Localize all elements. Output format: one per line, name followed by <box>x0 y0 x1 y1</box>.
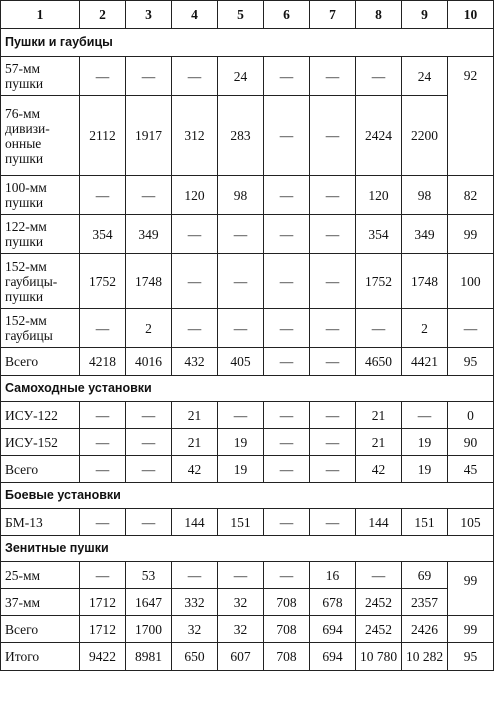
table-cell: — <box>126 176 172 215</box>
table-cell: 53 <box>126 562 172 589</box>
row-label: 57-мм пушки <box>1 57 80 96</box>
table-cell: 2426 <box>402 616 448 643</box>
table-cell-percent: 95 <box>448 643 494 671</box>
table-cell: 10 780 <box>356 643 402 671</box>
table-cell: — <box>80 562 126 589</box>
table-cell: — <box>126 509 172 536</box>
table-cell: 2 <box>402 309 448 348</box>
table-cell: — <box>310 96 356 176</box>
table-row <box>1 616 494 643</box>
table-cell: 21 <box>356 429 402 456</box>
table-cell: 21 <box>172 429 218 456</box>
table-row <box>1 402 494 429</box>
table-cell: — <box>80 402 126 429</box>
section-row <box>1 536 494 562</box>
table-cell: — <box>126 402 172 429</box>
table-cell: 19 <box>218 429 264 456</box>
row-label: 122-мм пушки <box>1 215 80 254</box>
table-row <box>1 176 494 215</box>
row-label: 37-мм <box>1 589 80 616</box>
table-cell: — <box>356 57 402 96</box>
table-cell: — <box>356 309 402 348</box>
table-cell: — <box>218 254 264 309</box>
table-cell: 1752 <box>356 254 402 309</box>
table-cell: 432 <box>172 348 218 376</box>
table-row <box>1 589 494 616</box>
table-cell: 24 <box>218 57 264 96</box>
table-cell: 32 <box>218 589 264 616</box>
table-row <box>1 215 494 254</box>
table-cell: 1700 <box>126 616 172 643</box>
table-cell: — <box>172 562 218 589</box>
table-cell-percent: 100 <box>448 254 494 309</box>
table-cell: 21 <box>172 402 218 429</box>
table-cell: 151 <box>402 509 448 536</box>
table-row <box>1 509 494 536</box>
table-cell: 354 <box>80 215 126 254</box>
header-row <box>1 1 494 29</box>
column-header: 1 <box>1 1 80 29</box>
section-title: Самоходные установки <box>1 376 494 402</box>
column-header: 7 <box>310 1 356 29</box>
table-cell: — <box>402 402 448 429</box>
table-cell: — <box>172 215 218 254</box>
section-title: Пушки и гаубицы <box>1 29 494 57</box>
table-cell: 98 <box>402 176 448 215</box>
table-cell: 2424 <box>356 96 402 176</box>
table-cell-percent: 90 <box>448 429 494 456</box>
table-cell: — <box>218 215 264 254</box>
table-cell: — <box>264 57 310 96</box>
table-cell: 4650 <box>356 348 402 376</box>
table-cell: — <box>126 456 172 483</box>
table-cell: 694 <box>310 643 356 671</box>
table-cell: — <box>264 215 310 254</box>
row-label: БМ-13 <box>1 509 80 536</box>
table-cell: — <box>264 348 310 376</box>
table-cell: — <box>310 456 356 483</box>
table-row <box>1 562 494 589</box>
table-cell: 349 <box>402 215 448 254</box>
row-label: Всего <box>1 616 80 643</box>
table-cell: 98 <box>218 176 264 215</box>
table-cell: 708 <box>264 643 310 671</box>
table-cell: 1712 <box>80 616 126 643</box>
table-cell: — <box>310 309 356 348</box>
table-cell-percent: 92 <box>448 57 494 176</box>
table-row <box>1 456 494 483</box>
table-cell: — <box>264 509 310 536</box>
table-cell: 1647 <box>126 589 172 616</box>
row-label: 25-мм <box>1 562 80 589</box>
table-cell: — <box>264 176 310 215</box>
table-cell: — <box>264 562 310 589</box>
total-row <box>1 643 494 671</box>
table-cell: 1712 <box>80 589 126 616</box>
table-cell-percent: 82 <box>448 176 494 215</box>
table-cell: 1748 <box>126 254 172 309</box>
table-cell-percent: 45 <box>448 456 494 483</box>
table-cell: 120 <box>172 176 218 215</box>
table-cell: — <box>80 509 126 536</box>
table-cell: 678 <box>310 589 356 616</box>
table-cell: — <box>310 57 356 96</box>
column-header: 6 <box>264 1 310 29</box>
table-cell: 332 <box>172 589 218 616</box>
table-cell: — <box>310 215 356 254</box>
table-cell: 2452 <box>356 589 402 616</box>
section-row <box>1 483 494 509</box>
table-cell: — <box>218 309 264 348</box>
row-label: Всего <box>1 456 80 483</box>
table-cell: 607 <box>218 643 264 671</box>
table-cell: — <box>264 309 310 348</box>
section-title: Боевые установки <box>1 483 494 509</box>
table-cell: 283 <box>218 96 264 176</box>
row-label: ИСУ-122 <box>1 402 80 429</box>
table-cell: 1917 <box>126 96 172 176</box>
table-cell: 4218 <box>80 348 126 376</box>
table-row <box>1 348 494 376</box>
table-cell-percent: 105 <box>448 509 494 536</box>
table-cell: 10 282 <box>402 643 448 671</box>
table-cell: 19 <box>402 429 448 456</box>
table-cell: — <box>218 562 264 589</box>
table-cell: — <box>80 57 126 96</box>
column-header: 5 <box>218 1 264 29</box>
table-cell: 144 <box>356 509 402 536</box>
section-row <box>1 29 494 57</box>
row-label: Всего <box>1 348 80 376</box>
row-label: Итого <box>1 643 80 671</box>
table-cell: — <box>218 402 264 429</box>
table-cell: 405 <box>218 348 264 376</box>
table-cell: 650 <box>172 643 218 671</box>
table-cell: 2452 <box>356 616 402 643</box>
table-cell: — <box>172 57 218 96</box>
table-cell: — <box>264 254 310 309</box>
column-header: 3 <box>126 1 172 29</box>
column-header: 10 <box>448 1 494 29</box>
table-cell: — <box>310 254 356 309</box>
table-cell: 24 <box>402 57 448 96</box>
table-cell: 9422 <box>80 643 126 671</box>
table-cell: 2112 <box>80 96 126 176</box>
section-title: Зенитные пушки <box>1 536 494 562</box>
table-cell: — <box>264 456 310 483</box>
table-cell: 120 <box>356 176 402 215</box>
table-cell: 354 <box>356 215 402 254</box>
table-cell-percent: 99 <box>448 215 494 254</box>
table-cell: 2200 <box>402 96 448 176</box>
table-cell: 1752 <box>80 254 126 309</box>
table-cell: — <box>126 57 172 96</box>
table-cell: — <box>310 509 356 536</box>
table-cell: — <box>310 176 356 215</box>
row-label: 76-мм дивизи- онные пушки <box>1 96 80 176</box>
table-row <box>1 309 494 348</box>
table-cell: — <box>356 562 402 589</box>
column-header: 8 <box>356 1 402 29</box>
table-cell: 42 <box>356 456 402 483</box>
row-label: 152-мм гаубицы <box>1 309 80 348</box>
table-cell: 2357 <box>402 589 448 616</box>
table-cell: 2 <box>126 309 172 348</box>
table-cell: 32 <box>218 616 264 643</box>
column-header: 4 <box>172 1 218 29</box>
table-cell: 1748 <box>402 254 448 309</box>
table-cell: 42 <box>172 456 218 483</box>
table-cell: 8981 <box>126 643 172 671</box>
table-cell: 69 <box>402 562 448 589</box>
table-cell: 19 <box>402 456 448 483</box>
table-row <box>1 96 494 176</box>
table-cell: — <box>264 429 310 456</box>
section-row <box>1 376 494 402</box>
table-cell: 19 <box>218 456 264 483</box>
table-row <box>1 57 494 96</box>
table-cell: — <box>80 309 126 348</box>
row-label: ИСУ-152 <box>1 429 80 456</box>
table-cell: 349 <box>126 215 172 254</box>
table-cell: — <box>126 429 172 456</box>
table-row <box>1 254 494 309</box>
table-row <box>1 429 494 456</box>
table-cell-percent: — <box>448 309 494 348</box>
table-cell: 708 <box>264 589 310 616</box>
table-cell-percent: 99 <box>448 562 494 616</box>
table-cell: — <box>310 348 356 376</box>
table-cell-percent: 95 <box>448 348 494 376</box>
table-cell: — <box>310 429 356 456</box>
table-cell: 32 <box>172 616 218 643</box>
table-cell: 4016 <box>126 348 172 376</box>
table-cell: — <box>172 254 218 309</box>
column-header: 2 <box>80 1 126 29</box>
table-cell: — <box>310 402 356 429</box>
table-cell: 21 <box>356 402 402 429</box>
table-cell: 4421 <box>402 348 448 376</box>
table-cell: — <box>172 309 218 348</box>
table-cell: 708 <box>264 616 310 643</box>
table-cell: 312 <box>172 96 218 176</box>
table-cell: — <box>80 176 126 215</box>
row-label: 100-мм пушки <box>1 176 80 215</box>
table-cell: 151 <box>218 509 264 536</box>
table-cell: — <box>80 456 126 483</box>
table-cell: 16 <box>310 562 356 589</box>
table-cell: 144 <box>172 509 218 536</box>
table-cell-percent: 0 <box>448 402 494 429</box>
table-cell: — <box>80 429 126 456</box>
table-cell: — <box>264 96 310 176</box>
table-cell: — <box>264 402 310 429</box>
table-cell: 694 <box>310 616 356 643</box>
column-header: 9 <box>402 1 448 29</box>
table-cell-percent: 99 <box>448 616 494 643</box>
row-label: 152-мм гаубицы- пушки <box>1 254 80 309</box>
